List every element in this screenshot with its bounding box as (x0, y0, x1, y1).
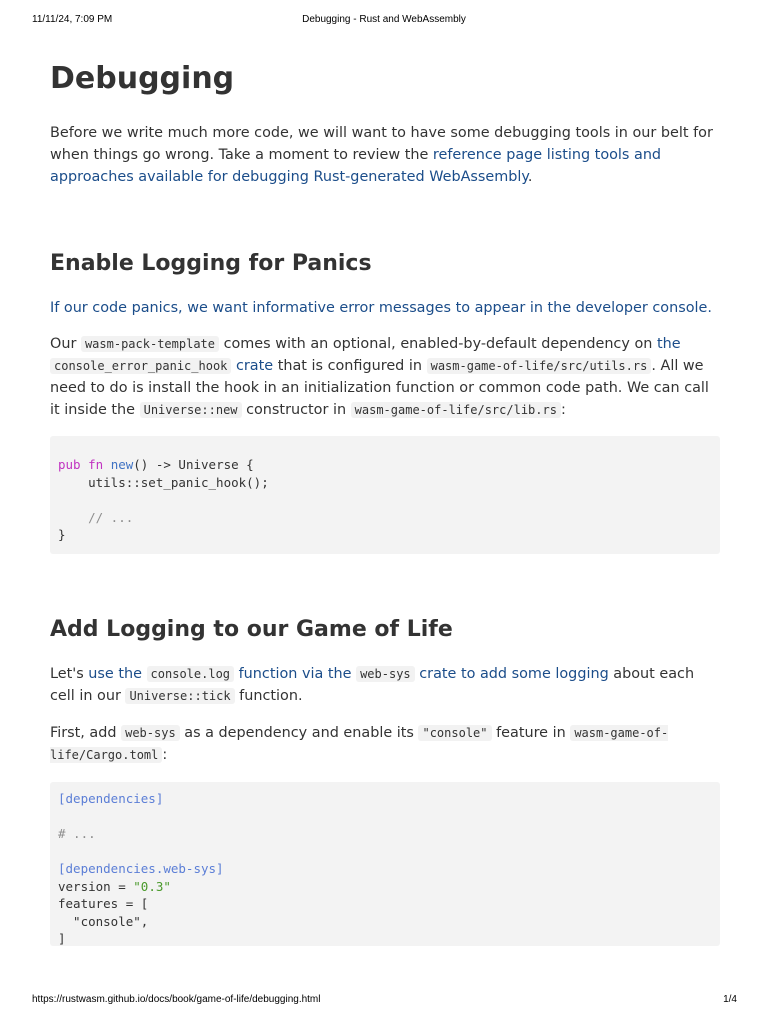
inline-code: console.log (147, 666, 234, 682)
panic-hook-link-the[interactable]: the (656, 336, 681, 352)
reference-page-link[interactable]: reference page listing tools and approaches available for debugging Rust-generated WebAssembly (50, 147, 662, 185)
page-title: Debugging (50, 61, 235, 96)
panic-hook-paragraph: Our wasm-pack-template comes with an optional, enabled-by-default dependency on the console_error_panic_hook crate that is configured in wasm-game-of-life/src/utils.rs . All we need to do is install the hook in an initialization function or common code path. We can call it inside the Universe::new constructor in wasm-game-of-life/src/lib.rs : (50, 336, 709, 418)
inline-code: web-sys (121, 725, 180, 741)
panic-messages-link[interactable]: If our code panics, we want informative error messages to appear in the developer console. (50, 300, 712, 316)
inline-code: web-sys (356, 666, 415, 682)
print-url: https://rustwasm.github.io/docs/book/game-of-life/debugging.html (32, 994, 321, 1005)
section-heading-add-logging: Add Logging to our Game of Life (50, 617, 453, 642)
inline-code: wasm-game-of-life/src/lib.rs (351, 402, 561, 418)
inline-code: Universe::tick (125, 688, 234, 704)
inline-code: wasm-pack-template (81, 336, 219, 352)
print-datetime: 11/11/24, 7:09 PM (32, 14, 113, 25)
panic-link-paragraph (50, 297, 720, 319)
section-heading-enable-logging: Enable Logging for Panics (50, 251, 372, 276)
inline-code: wasm-game-of-life/Cargo.toml (50, 726, 669, 762)
print-page-number: 1/4 (723, 994, 737, 1005)
panic-hook-link-crate[interactable]: crate (235, 358, 274, 374)
rust-code-block: pub fn new() -> Universe { utils::set_panic_hook(); // ... } (50, 436, 720, 554)
use-the-link[interactable]: use the (88, 666, 142, 682)
inline-code: wasm-game-of-life/src/utils.rs (427, 358, 652, 374)
intro-paragraph: Before we write much more code, we will want to have some debugging tools in our belt for when things go wrong. Take a moment to review the reference page listing tools and approaches available for debugging Rust-generated WebAssembly. (50, 125, 713, 185)
toml-code-block: [dependencies] # ... [dependencies.web-sys] version = "0.3" features = [ "console", ] (50, 782, 720, 946)
dependency-paragraph: First, add web-sys as a dependency and enable its "console" feature in wasm-game-of-life/Cargo.toml : (50, 725, 669, 763)
crate-logging-link[interactable]: crate to add some logging (419, 666, 609, 682)
inline-code: console_error_panic_hook (50, 358, 231, 374)
inline-code: Universe::new (140, 402, 242, 418)
inline-code: "console" (418, 725, 491, 741)
main-content (50, 58, 720, 946)
function-via-link[interactable]: function via the (238, 666, 352, 682)
logging-intro-paragraph: Let's use the console.log function via the web-sys crate to add some logging about each cell in our Universe::tick function. (50, 666, 695, 704)
print-page-title: Debugging - Rust and WebAssembly (302, 14, 466, 25)
